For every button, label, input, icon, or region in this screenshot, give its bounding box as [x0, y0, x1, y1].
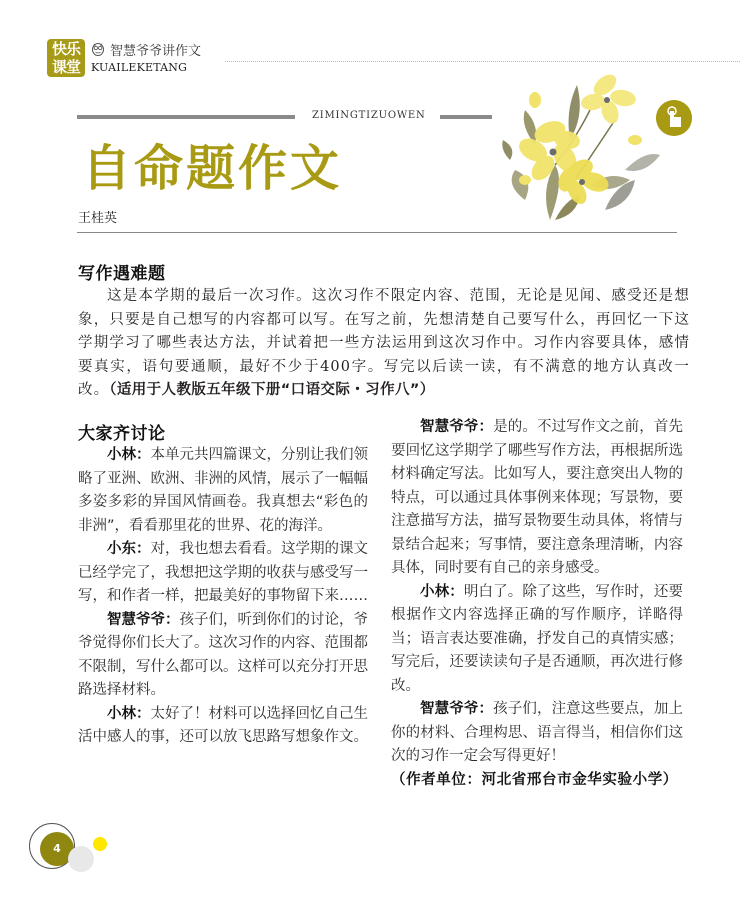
dialogue-item: [78, 444, 368, 538]
dialogue-item: [78, 538, 368, 609]
dialogue-text: 太好了！材料可以选择回忆自己生活中感人的事，还可以放飞思路写想象作文。: [78, 705, 368, 745]
page-title: 自命题作文: [82, 139, 343, 197]
column-pinyin: KUAILEKETANG: [91, 61, 188, 74]
logo-line-2: 课堂: [51, 58, 80, 76]
flower-illustration: [495, 70, 665, 230]
dialogue-item: [78, 609, 368, 703]
discussion-column-left: [78, 444, 368, 750]
dialogue-text: 对，我也想去看看。这学期的课文已经学完了，我想把这学期的收获与感受写一写，和作者一样，把最美好的事物留下来……: [78, 541, 368, 604]
author-affiliation: （作者单位：河北省邢台市金华实验小学）: [391, 771, 678, 788]
column-subtitle: 智慧爷爷讲作文: [110, 44, 202, 59]
speaker-name: 小东：: [107, 541, 151, 557]
textbook-note: （适用于人教版五年级下册“口语交际・习作八”）: [109, 382, 435, 398]
decorative-dot-yellow: [93, 837, 107, 851]
speaker-name: 智慧爷爷：: [420, 701, 494, 717]
speaker-name: 智慧爷爷：: [420, 419, 494, 435]
dialogue-item: [391, 698, 683, 769]
column-logo: [47, 39, 85, 77]
dialogue-text: 明白了。除了这些，写作时，还要根据作文内容选择正确的写作顺序，详略得当；语言表达要准确，抒发自己的真情实感；写完后，还要读读句子是否通顺，再次进行修改。: [391, 583, 684, 694]
dialogue-text: 本单元共四篇课文，分别让我们领略了亚洲、欧洲、非洲的风情，展示了一幅幅多姿多彩的异国风情画卷。我真想去“彩色的非洲”，看看那里花的世界、花的海洋。: [78, 447, 368, 534]
title-rule-left: [77, 115, 295, 119]
problem-text: 这是本学期的最后一次习作。这次习作不限定内容、范围，无论是见闻、感受还是想象，只要是自己想写的内容都可以写。在写之前，先想清楚自己要写什么，再回忆一下这学期学习了哪些表达方法，并试着把一些方法运用到这次习作中。习作内容要具体，感情要真实，语句要通顺，最好不少于400字。写完以后读一读，有不满意的地方认真改一改。: [78, 288, 690, 398]
tap-hand-icon: [656, 100, 692, 136]
dialogue-text: 是的。不过写作文之前，首先要回忆这学期学了哪些写作方法，再根据所选材料确定写法。比如写人，要注意突出人物的特点，可以通过具体事例来体现；写景物，要注意描写方法，描写景物要生动具体，将情与景结合起来；写事情，要注意条理清晰，内容具体，同时要有自己的亲身感受。: [391, 419, 684, 576]
title-divider: [77, 232, 677, 233]
speaker-name: 智慧爷爷：: [107, 611, 180, 628]
speaker-name: 小林：: [420, 583, 464, 600]
problem-paragraph: [78, 285, 690, 403]
discussion-column-right: [391, 416, 683, 791]
author-name: 王桂英: [78, 211, 118, 226]
problem-heading: 写作遇难题: [78, 264, 166, 284]
speaker-name: 小林：: [107, 705, 151, 722]
dialogue-text: 孩子们，注意这些要点，加上你的材料、合理构思、语言得当，相信你们这次的习作一定会写得更好！: [391, 701, 684, 764]
speaker-name: 小林：: [107, 447, 151, 463]
title-rule-right: [440, 115, 492, 119]
header-divider: [225, 61, 740, 62]
dialogue-text: 孩子们，听到你们的讨论，爷爷觉得你们长大了。这次习作的内容、范围都不限制，写什么都可以。这样可以充分打开思路选择材料。: [78, 611, 368, 698]
page-number: 4: [40, 832, 74, 866]
decorative-dot-gray: [68, 846, 94, 872]
owl-icon: [91, 42, 105, 56]
title-pinyin: ZIMINGTIZUOWEN: [312, 110, 426, 121]
logo-line-1: 快乐: [51, 40, 80, 58]
discussion-heading: 大家齐讨论: [78, 424, 166, 444]
dialogue-item: [391, 416, 683, 581]
dialogue-item: [78, 703, 368, 750]
dialogue-item: [391, 581, 683, 699]
